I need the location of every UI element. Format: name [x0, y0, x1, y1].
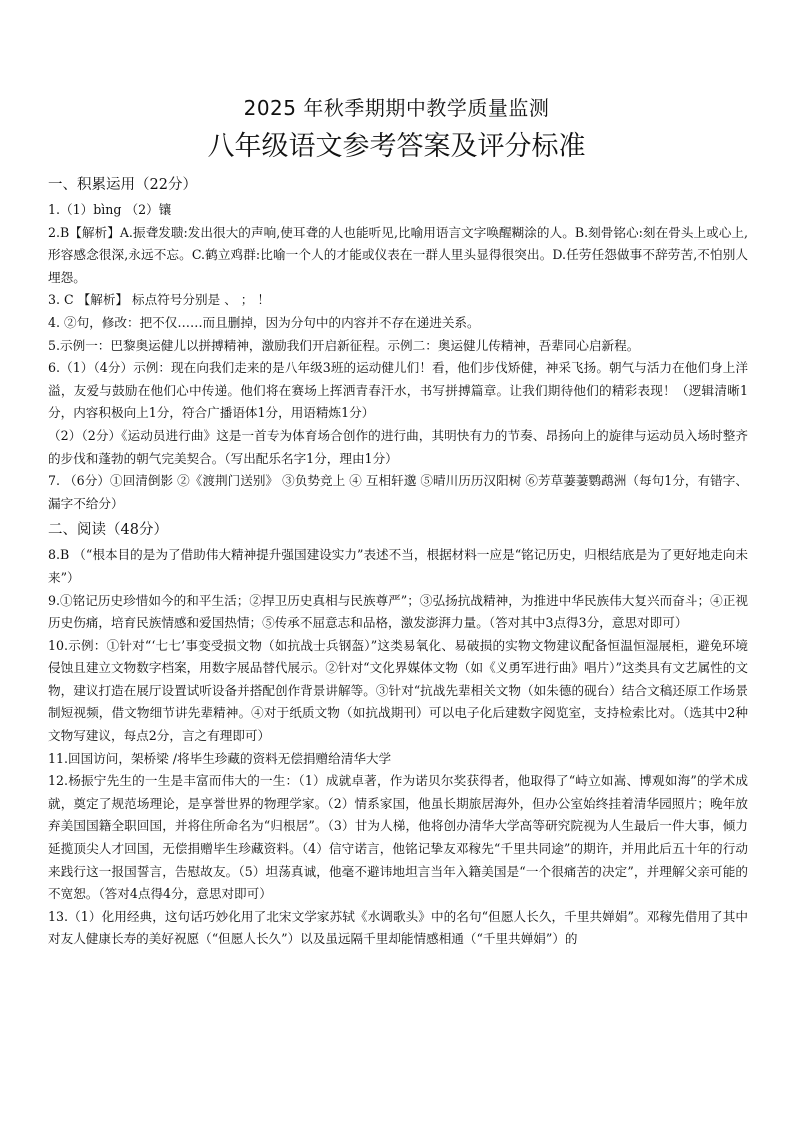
answer-paragraph: 4. ②句，修改：把不仅……而且删掉，因为分句中的内容并不存在递进关系。 — [48, 314, 480, 330]
answer-paragraph: 11.回国访问，架桥梁 /将毕生珍藏的资料无偿捐赠给清华大学 — [48, 750, 392, 766]
answer-paragraph: 1.（1）bìng （2）镶 — [48, 202, 172, 217]
answer-paragraph: 2.B【解析】A.振聋发聩:发出很大的声响,使耳聋的人也能听见,比喻用语言文字唤醒糊涂的人。B.刻骨铭心:刻在骨头上或心上,形容感念很深,永远不忘。C.鹤立鸡群:比喻一个人的才能或仪表在一群人里头显得很突出。D.任劳任怨做事不辞劳苦,不怕别人埋怨。 — [48, 224, 748, 285]
answer-paragraph: 3. C 【解析】 标点符号分别是 、 ； ！ — [48, 292, 270, 308]
section-heading: 一、积累运用（22分） — [48, 177, 197, 193]
answer-paragraph: （2）（2分）《运动员进行曲》这是一首专为体育场合创作的进行曲，其明快有力的节奏、昂扬向上的旋律与运动员入场时整齐的步伐和蓬勃的朝气完美契合。（写出配乐名字1分，理由1分） — [48, 427, 748, 466]
answer-paragraph: 9.①铭记历史珍惜如今的和平生活；②捍卫历史真相与民族尊严”；③弘扬抗战精神，为推进中华民族伟大复兴而奋斗；④正视历史伤痛，培育民族情感和爱国热情；⑤传承不屈意志和品格，激发澎湃力量。（答对其中3点得3分，意思对即可） — [48, 592, 748, 631]
answer-paragraph: 6.（1）（4分）示例：现在向我们走来的是八年级3班的运动健儿们！看，他们步伐矫健，神采飞扬。朝气与活力在他们身上洋溢，友爱与鼓励在他们心中传递。他们将在赛场上挥洒青春汗水，书写拼搏篇章。让我们期待他们的精彩表现！（逻辑清晰1分，内容积极向上1分，符合广播语体1分，用语精炼1分） — [48, 360, 748, 421]
answer-paragraph: 5.示例一：巴黎奥运健儿以拼搏精神，激励我们开启新征程。示例二：奥运健儿传精神，吾辈同心启新程。 — [48, 337, 640, 353]
answer-content — [48, 170, 748, 951]
document-title: 八年级语文参考答案及评分标准 — [207, 131, 586, 162]
answer-paragraph: 8.B （“根本目的是为了借助伟大精神提升强国建设实力”表述不当，根据材料一应是“铭记历史，归根结底是为了更好地走向未来”） — [48, 547, 748, 585]
exam-title: 2025 年秋季期期中教学质量监测 — [243, 96, 550, 120]
section-heading: 二、阅读（48分） — [48, 522, 168, 539]
answer-paragraph: 7. （6分）①回清倒影 ②《渡荆门送别》 ③负势竞上 ④ 互相轩邈 ⑤晴川历历汉阳树 ⑥芳草萋萋鹦鹉洲（每句1分，有错字、漏字不给分） — [48, 473, 748, 511]
answer-paragraph: 13.（1）化用经典，这句话巧妙化用了北宋文学家苏轼《水调歌头》中的名句“但愿人长久，千里共婵娟”。邓稼先借用了其中对友人健康长寿的美好祝愿（“但愿人长久”）以及虽远隔千里却能情感相通（“千里共婵娟”）的 — [48, 908, 748, 947]
answer-paragraph: 10.示例：①针对“‘七七’事变受损文物（如抗战士兵钢盔）”这类易氧化、易破损的实物文物建议配备恒温恒湿展柜，避免环境侵蚀且建立文物数字档案，用数字展品替代展示。②针对“文化界媒体文物（如《义勇军进行曲》唱片）”这类具有文艺属性的文物，建议打造在展厅设置试听设备并搭配创作背景讲解等。③针对“抗战先辈相关文物（如朱德的砚台）结合文稿还原工作场景制短视频，借文物细节讲先辈精神。④对于纸质文物（如抗战期刊）可以电子化后建数字阅览室，支持检索比对。（选其中2种文物写建议，每点2分，言之有理即可） — [48, 637, 748, 744]
answer-paragraph: 12.杨振宁先生的一生是丰富而伟大的一生：（1）成就卓著，作为诺贝尔奖获得者，他取得了“峙立如嵩、博观如海”的学术成就，奠定了规范场理论，是享誉世界的物理学家。（2）情系家国，他虽长期旅居海外，但办公室始终挂着清华园照片；晚年放弃美国国籍全职回国，并将住所命名为“归根居”。（3）甘为人梯，他将创办清华大学高等研究院视为人生最后一件大事，倾力延揽顶尖人才回国，无偿捐赠毕生珍藏资料。（4）信守诺言，他铭记挚友邓稼先“千里共同途”的期许，并用此后五十年的行动来践行这一报国誓言，告慰故友。（5）坦荡真诚，他毫不避讳地坦言当年入籍美国是“一个很痛苦的决定”，并理解父亲可能的不宽恕。（答对4点得4分，意思对即可） — [48, 773, 748, 902]
